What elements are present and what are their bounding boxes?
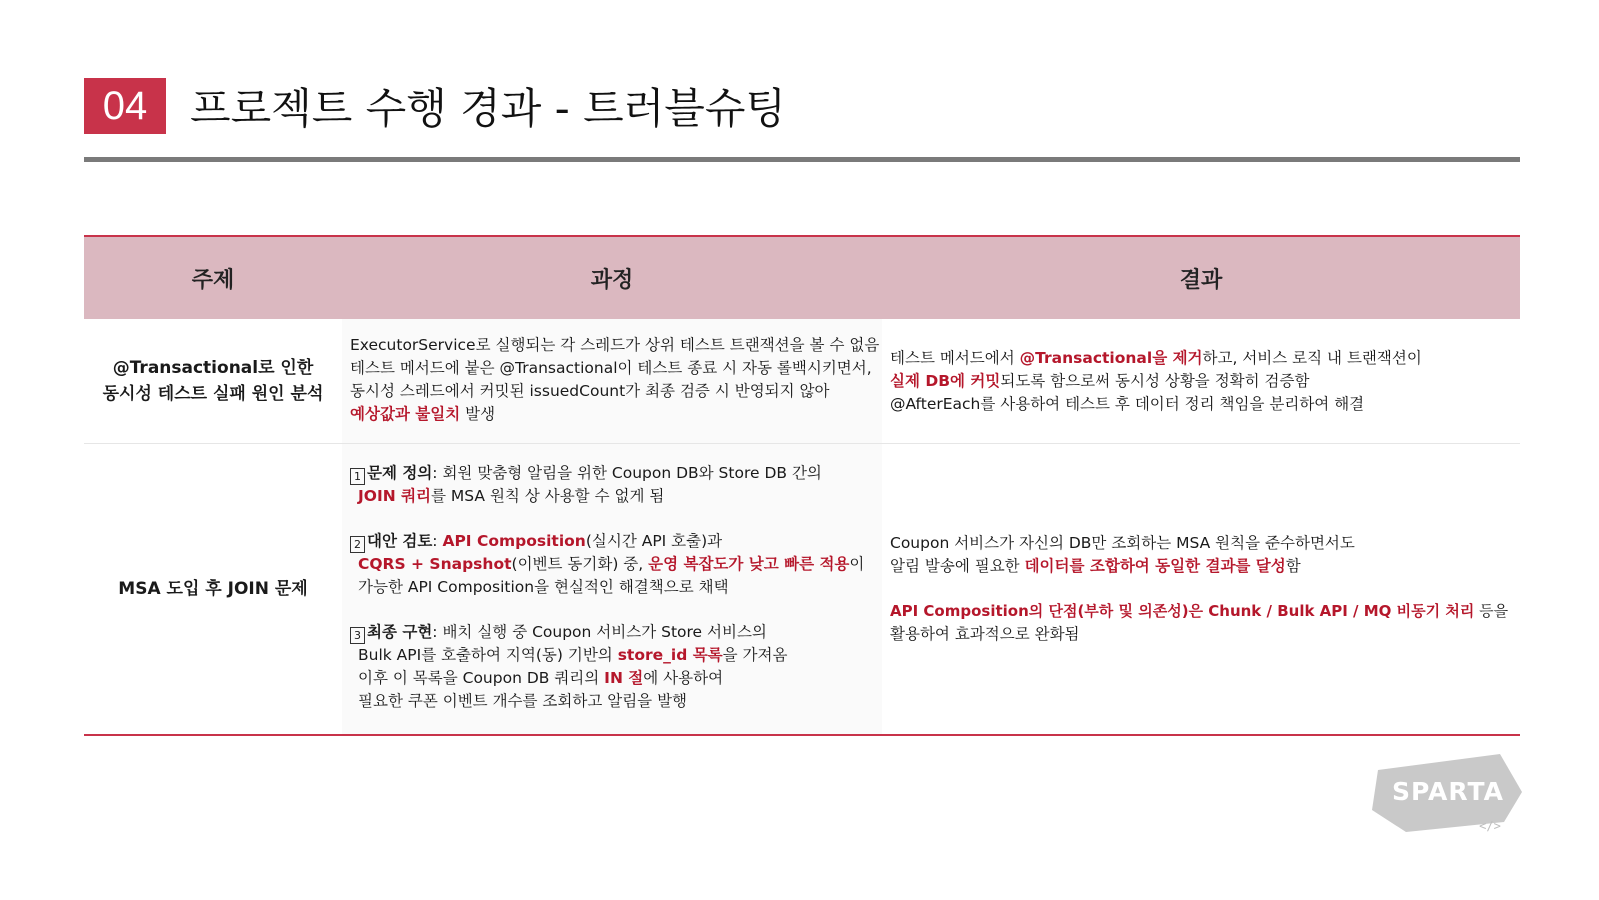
troubleshooting-table xyxy=(84,235,1520,736)
emphasis-text: 예상값과 불일치 xyxy=(350,405,461,423)
emphasis-text: @Transactional을 제거 xyxy=(1019,348,1203,367)
row2-result-line: 활용하여 효과적으로 완화됨 xyxy=(890,625,1080,643)
plain-text: : 회원 맞춤형 알림을 위한 Coupon DB와 Store DB 간의 xyxy=(432,464,822,482)
table-header xyxy=(84,235,1520,319)
spacer xyxy=(890,578,1512,600)
spacer xyxy=(350,508,874,530)
step-1-line xyxy=(350,485,874,508)
row1-process-line: ExecutorService로 실행되는 각 스레드가 상위 테스트 트랜잭션을 볼 수 없음 xyxy=(350,336,880,354)
emphasis-text: API Composition의 단점(부하 및 의존성)은 Chunk / Bulk API / MQ 비동기 처리 xyxy=(890,602,1475,620)
plain-text: 이 xyxy=(849,555,865,573)
emphasis-text: API Composition xyxy=(442,532,586,550)
plain-text: 함 xyxy=(1285,557,1301,575)
row1-result-line xyxy=(890,347,1512,370)
plain-text: Bulk API를 호출하여 지역(동) 기반의 xyxy=(358,646,618,664)
plain-text: : xyxy=(432,532,443,550)
step-number-box: 2 xyxy=(350,536,365,553)
plain-text: (이벤트 동기화) 중, xyxy=(511,555,649,573)
emphasis-text: IN 절 xyxy=(604,669,644,687)
row2-result-line: Coupon 서비스가 자신의 DB만 조회하는 MSA 원칙을 준수하면서도 xyxy=(890,534,1355,552)
table-row xyxy=(84,319,1520,444)
plain-text: 테스트 메서드에서 xyxy=(890,348,1020,367)
row2-process xyxy=(342,444,882,734)
row1-process xyxy=(342,319,882,443)
row2-result xyxy=(882,444,1520,734)
row1-process-line: 동시성 스레드에서 커밋된 issuedCount가 최종 검증 시 반영되지 않아 xyxy=(350,382,830,400)
row2-topic: MSA 도입 후 JOIN 문제 xyxy=(118,579,308,599)
plain-text: 를 MSA 원칙 상 사용할 수 없게 됨 xyxy=(431,487,665,505)
step-1-line xyxy=(350,462,874,485)
row1-topic-line2: 동시성 테스트 실패 원인 분석 xyxy=(102,384,324,404)
row1-topic-line1: @Transactional로 인한 xyxy=(112,358,314,378)
step-2-line: 가능한 API Composition을 현실적인 해결책으로 채택 xyxy=(358,578,729,596)
plain-text: 이후 이 목록을 Coupon DB 쿼리의 xyxy=(358,669,605,687)
column-header-result: 결과 xyxy=(1179,267,1223,293)
step-3-line xyxy=(350,667,874,690)
plain-text: (실시간 API 호출)과 xyxy=(585,532,723,550)
plain-text: 되도록 함으로써 동시성 상황을 정확히 검증함 xyxy=(1000,371,1310,390)
section-number-badge: 04 xyxy=(84,78,166,134)
emphasis-text: 운영 복잡도가 낮고 빠른 적용 xyxy=(648,555,850,573)
row1-result-line: @AfterEach를 사용하여 테스트 후 데이터 정리 책임을 분리하여 해결 xyxy=(890,394,1365,413)
row1-topic xyxy=(84,319,342,443)
step-number-box: 3 xyxy=(350,627,365,644)
step-label: 문제 정의 xyxy=(367,464,433,482)
plain-text: 등을 xyxy=(1474,602,1509,620)
column-header-process: 과정 xyxy=(590,267,634,293)
column-header-topic: 주제 xyxy=(191,267,235,293)
emphasis-text: JOIN 쿼리 xyxy=(358,487,432,505)
sparta-logo xyxy=(1372,752,1528,836)
emphasis-text: 데이터를 조합하여 동일한 결과를 달성 xyxy=(1024,557,1286,575)
logo-text: SPARTA xyxy=(1392,777,1504,806)
spacer xyxy=(350,599,874,621)
plain-text: 하고, 서비스 로직 내 트랜잭션이 xyxy=(1202,348,1422,367)
step-label: 최종 구현 xyxy=(367,623,433,641)
row2-result-line xyxy=(890,555,1512,578)
emphasis-text: CQRS + Snapshot xyxy=(358,555,512,573)
step-3-line xyxy=(350,621,874,644)
table-row xyxy=(84,444,1520,736)
step-2-line xyxy=(350,530,874,553)
row1-process-line: 테스트 메서드에 붙은 @Transactional이 테스트 종료 시 자동 롤백시키면서, xyxy=(350,359,872,377)
plain-text: : 배치 실행 중 Coupon 서비스가 Store 서비스의 xyxy=(432,623,767,641)
plain-text: 발생 xyxy=(460,405,496,423)
title-divider xyxy=(84,157,1520,162)
step-2-line xyxy=(350,553,874,576)
step-3-line: 필요한 쿠폰 이벤트 개수를 조회하고 알림을 발행 xyxy=(358,692,688,710)
slide-title: 프로젝트 수행 경과 - 트러블슈팅 xyxy=(190,84,786,133)
emphasis-text: store_id 목록 xyxy=(617,646,723,664)
row1-result xyxy=(882,319,1520,443)
emphasis-text: 실제 DB에 커밋 xyxy=(890,371,1001,390)
step-label: 대안 검토 xyxy=(367,532,433,550)
plain-text: 에 사용하여 xyxy=(643,669,724,687)
slide-header xyxy=(84,78,786,134)
step-3-line xyxy=(350,644,874,667)
step-number-box: 1 xyxy=(350,468,365,485)
row1-process-line xyxy=(350,403,874,426)
row1-result-line xyxy=(890,370,1512,393)
row2-result-line xyxy=(890,600,1512,623)
plain-text: 을 가져옴 xyxy=(722,646,788,664)
plain-text: 알림 발송에 필요한 xyxy=(890,557,1025,575)
logo-sub-text: </> xyxy=(1479,819,1501,833)
